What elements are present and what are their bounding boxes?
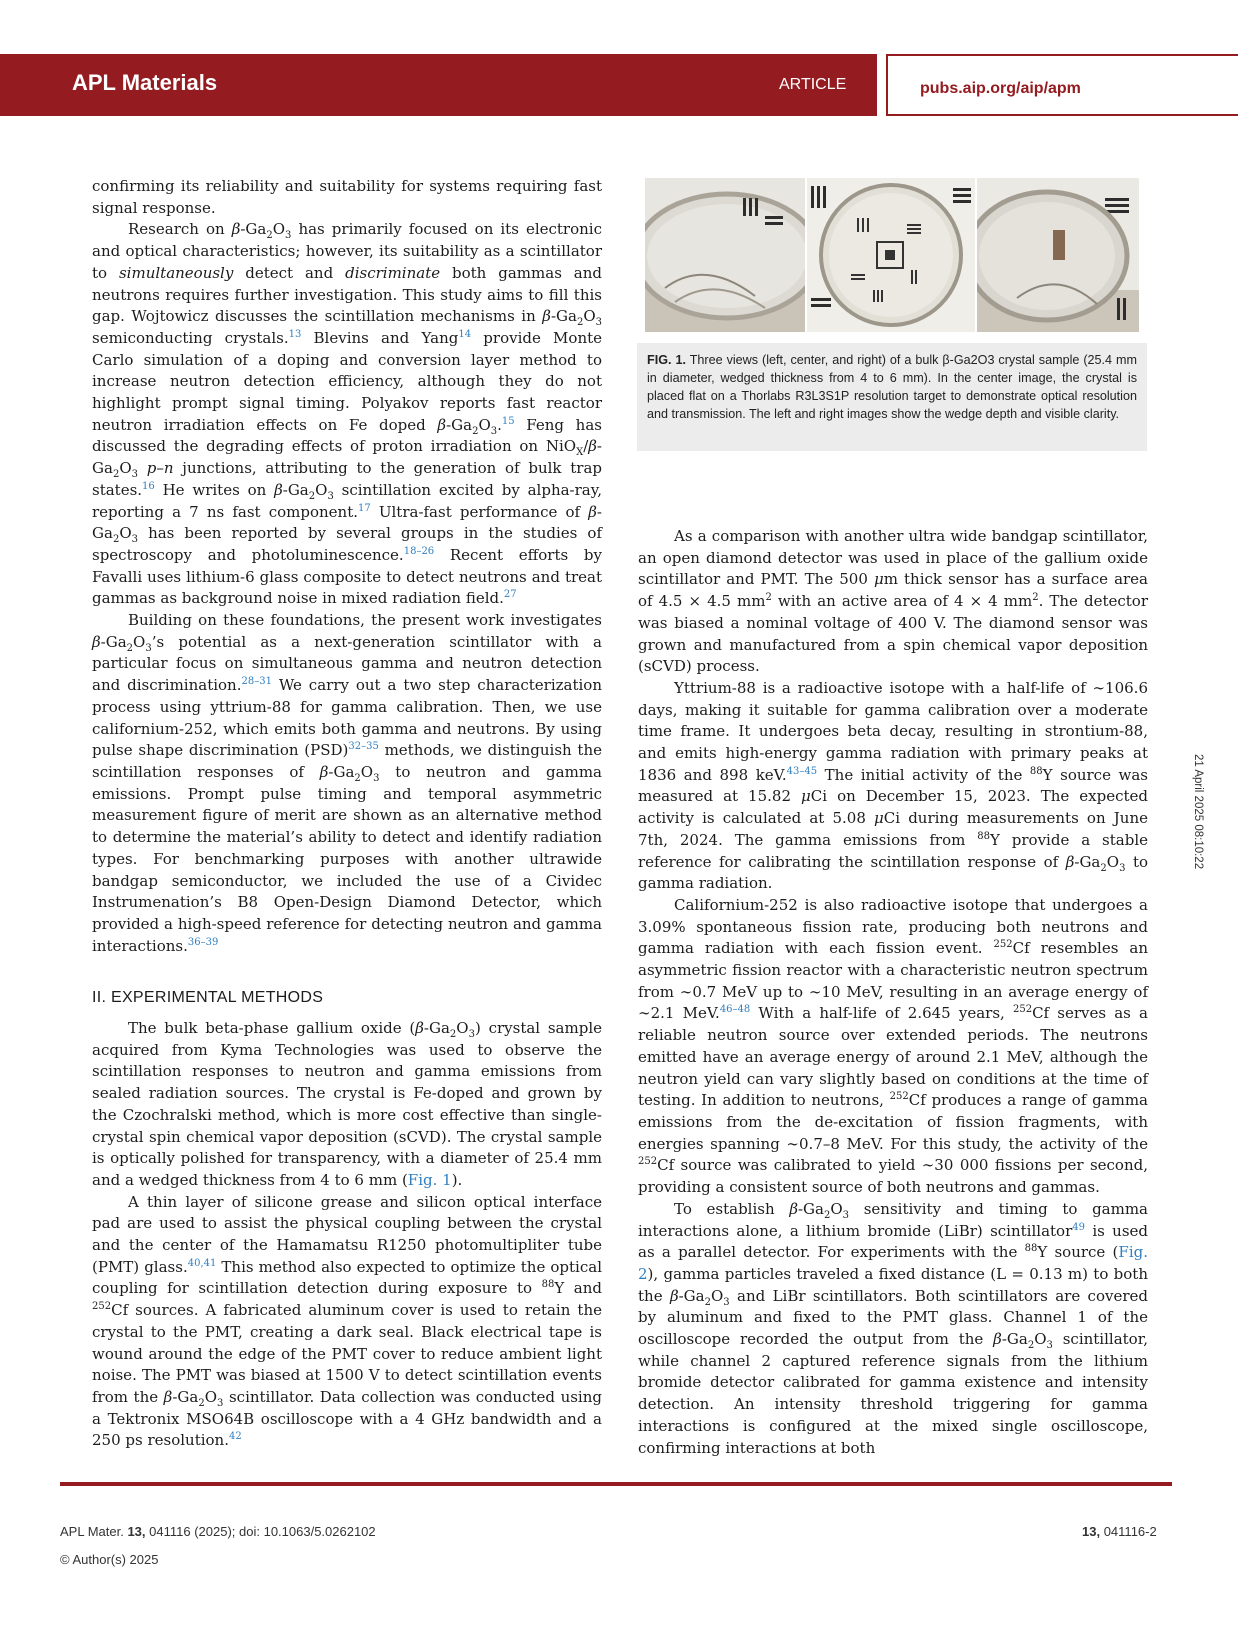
footer-page-number — [1082, 1524, 1157, 1539]
figure-label: FIG. 1. — [647, 353, 686, 367]
crystal-photo-center — [807, 178, 975, 332]
footer-citation — [60, 1524, 376, 1539]
article-label: ARTICLE — [779, 76, 847, 93]
footer-copyright: © Author(s) 2025 — [60, 1552, 159, 1567]
paragraph: A thin layer of silicone grease and silicon optical interface pad are used to assist the physical coupling between the crystal and the center of the Hamamatsu R1250 photomultipliter tube (PMT) glass.$^{40,41}$ This method also expected to optimize the optical coupling for scintillation detection during exposure to $^{88}$Y and $^{252}$Cf sources. A fabricated aluminum cover is used to retain the crystal to the PMT, creating a dark seal. Black electrical tape is wound around the edge of the PMT cover to reduce ambient light noise. The PMT was biased at 1500 V to detect scintillation events from the $\beta-Ga_2O_3$ scintillator. Data collection was conducted using a Tektronix MSO64B oscilloscope with a 4 GHz bandwidth and a 250 ps resolution.$^{42}$ — [92, 1192, 602, 1450]
paragraph: Building on these foundations, the present work investigates $\beta-Ga_2O_3’s$ potential as a next-generation scintillator with a particular focus on simultaneous gamma and neutron detection and discrimination.$^{28-31}$ We carry out a two step characterization process using yttrium-88 for gamma calibration. Then, we use californium-252, which emits both gamma and neutrons. By using pulse shape discrimination (PSD)$^{32-35}$ methods, we distinguish the scintillation responses of $\beta-Ga_2O_3$ to neutron and gamma emissions. Prompt pulse timing and temporal asymmetric measurement figure of merit are shown as an alternative method to determine the material’s ability to detect and identify radiation types. For benchmarking purposes with another ultrawide bandgap semiconductor, we included the use of a Cividec Instrumenation’s B8 Open-Design Diamond Detector, which provided a high-speed reference for detecting neutron and gamma interactions.$^{36-39}$ — [92, 611, 602, 955]
page-number: 041116-2 — [1103, 1524, 1157, 1539]
section-heading: II. EXPERIMENTAL METHODS — [92, 989, 324, 1007]
crystal-photo-left — [645, 178, 805, 332]
footer-rule — [60, 1482, 1172, 1486]
paragraph: Research on $\beta-Ga_2O_3$ has primarily focused on its electronic and optical characteristics; however, its suitability as a scintillator to simultaneously detect and discriminate both gammas and neutrons requires further investigation. This study aims to fill this gap. Wojtowicz discusses the scintillation mechanisms in $\beta-Ga_2O_3$ semiconducting crystals.$^{13}$ Blevins and Yang$^{14}$ provide Monte Carlo simulation of a doping and conversion layer method to increase neutron detection efficiency, although they do not highlight prompt signal timing. Polyakov reports fast reactor neutron irradiation effects on Fe doped $\beta-Ga_2O_3.^{15}$ Feng has discussed the degrading effects of proton irradiation on $NiO_X/\beta-Ga_2O_3$ p–n junctions, attributing to the generation of bulk trap states.$^{16}$ He writes on $\beta-Ga_2O_3$ scintillation excited by alpha-ray, reporting a 7 ns fast component.$^{17}$ Ultra-fast performance of $\beta-Ga_2O_3$ has been reported by several groups in the studies of spectroscopy and photoluminescence.$^{18-26}$ Recent efforts by Favalli uses lithium-6 glass composite to detect neutrons and treat gammas as background noise in mixed radiation field.$^{27}$ — [92, 220, 603, 608]
paragraph: As a comparison with another ultra wide bandgap scintillator, an open diamond detector was used in place of the gallium oxide scintillator and PMT. The 500 μm thick sensor has a surface area of 4.5 × 4.5 $mm^2$ with an active area of 4 × 4 $mm^2$. The detector was biased a nominal voltage of 400 V. The diamond sensor was grown and manufactured from a spin chemical vapor deposition (sCVD) process. — [638, 527, 1148, 676]
figure-caption-text: Three views (left, center, and right) of a bulk β-Ga2O3 crystal sample (25.4 mm in diameter, wedged thickness from 4 to 6 mm). In the center image, the crystal is placed flat on a Thorlabs R3L3S1P resolution target to demonstrate optical resolution and transmission. The left and right images show the wedge depth and visible clarity. — [647, 353, 1137, 421]
figure-link[interactable]: Fig. 1 — [407, 1170, 452, 1189]
right-column — [638, 526, 1148, 1459]
paragraph: The bulk beta-phase gallium oxide $(\beta-Ga_2O_3)$ crystal sample acquired from Kyma Technologies was used to observe the scintillation responses to neutron and gamma emissions from sealed radiation sources. The crystal is Fe-doped and grown by the Czochralski method, which is more cost effective than single-crystal spin chemical vapor deposition (sCVD). The crystal sample is optically polished for transparency, with a diameter of 25.4 mm and a wedged thickness from 4 to 6 mm (Fig. 1). — [92, 1019, 602, 1189]
left-column — [92, 176, 602, 1452]
figure-1-photos — [645, 178, 1139, 332]
figure-1-caption — [637, 343, 1147, 451]
citation-doi[interactable]: 041116 (2025); doi: 10.1063/5.0262102 — [149, 1524, 376, 1539]
page-volume: 13, — [1082, 1524, 1101, 1539]
journal-url-link[interactable]: pubs.aip.org/aip/apm — [920, 80, 1081, 97]
citation-volume: 13, — [127, 1524, 146, 1539]
download-timestamp: 21 April 2025 08:10:22 — [1192, 754, 1204, 870]
paragraph: Californium-252 is also radioactive isotope that undergoes a 3.09% spontaneous fission rate, producing both neutrons and gamma radiation with each fission event. $^{252}$Cf resembles an asymmetric fission reactor with a characteristic neutron spectrum from ∼0.7 MeV up to ∼10 MeV, resulting in an average energy of ∼2.1 MeV.$^{46-48}$ With a half-life of 2.645 years, $^{252}$Cf serves as a reliable neutron source over extended periods. The neutrons emitted have an average energy of around 2.1 MeV, although the neutron yield can vary slightly based on conditions at the time of testing. In addition to neutrons, $^{252}$Cf produces a range of gamma emissions from the de-excitation of fission fragments, with energies spanning ∼0.7–8 MeV. For this study, the activity of the $^{252}$Cf source was calibrated to yield ∼30 000 fissions per second, providing a consistent source of both neutrons and gammas. — [638, 895, 1148, 1197]
paragraph: confirming its reliability and suitability for systems requiring fast signal response. — [92, 177, 602, 217]
paragraph: Yttrium-88 is a radioactive isotope with a half-life of ∼106.6 days, making it suitable for gamma calibration over a moderate time frame. It undergoes beta decay, resulting in strontium-88, and emits high-energy gamma radiation with primary peaks at 1836 and 898 keV.$^{43-45}$ The initial activity of the $^{88}$Y source was measured at 15.82 μCi on December 15, 2023. The expected activity is calculated at 5.08 μCi during measurements on June 7th, 2024. The gamma emissions from $^{88}$Y provide a stable reference for calibrating the scintillation response of $\beta-Ga_2O_3$ to gamma radiation. — [638, 678, 1149, 893]
paragraph: To establish $\beta-Ga_2O_3$ sensitivity and timing to gamma interactions alone, a lithium bromide (LiBr) scintillator$^{49}$ is used as a parallel detector. For experiments with the $^{88}$Y source (Fig. 2), gamma particles traveled a fixed distance (L = 0.13 m) to both the $\beta-Ga_2O_3$ and LiBr scintillators. Both scintillators are covered by aluminum and fixed to the PMT glass. Channel 1 of the oscilloscope recorded the output from the $\beta-Ga_2O_3$ scintillator, while channel 2 captured reference signals from the lithium bromide detector calibrated for gamma existence and intensity detection. An intensity threshold triggering for gamma interactions is configured at the mixed single oscilloscope, confirming interactions at both — [638, 1199, 1149, 1457]
crystal-photo-right — [977, 178, 1139, 332]
citation-journal: APL Mater. — [60, 1524, 124, 1539]
journal-title[interactable]: APL Materials — [72, 70, 218, 95]
figure-link[interactable]: Fig. 2 — [638, 1243, 1148, 1283]
